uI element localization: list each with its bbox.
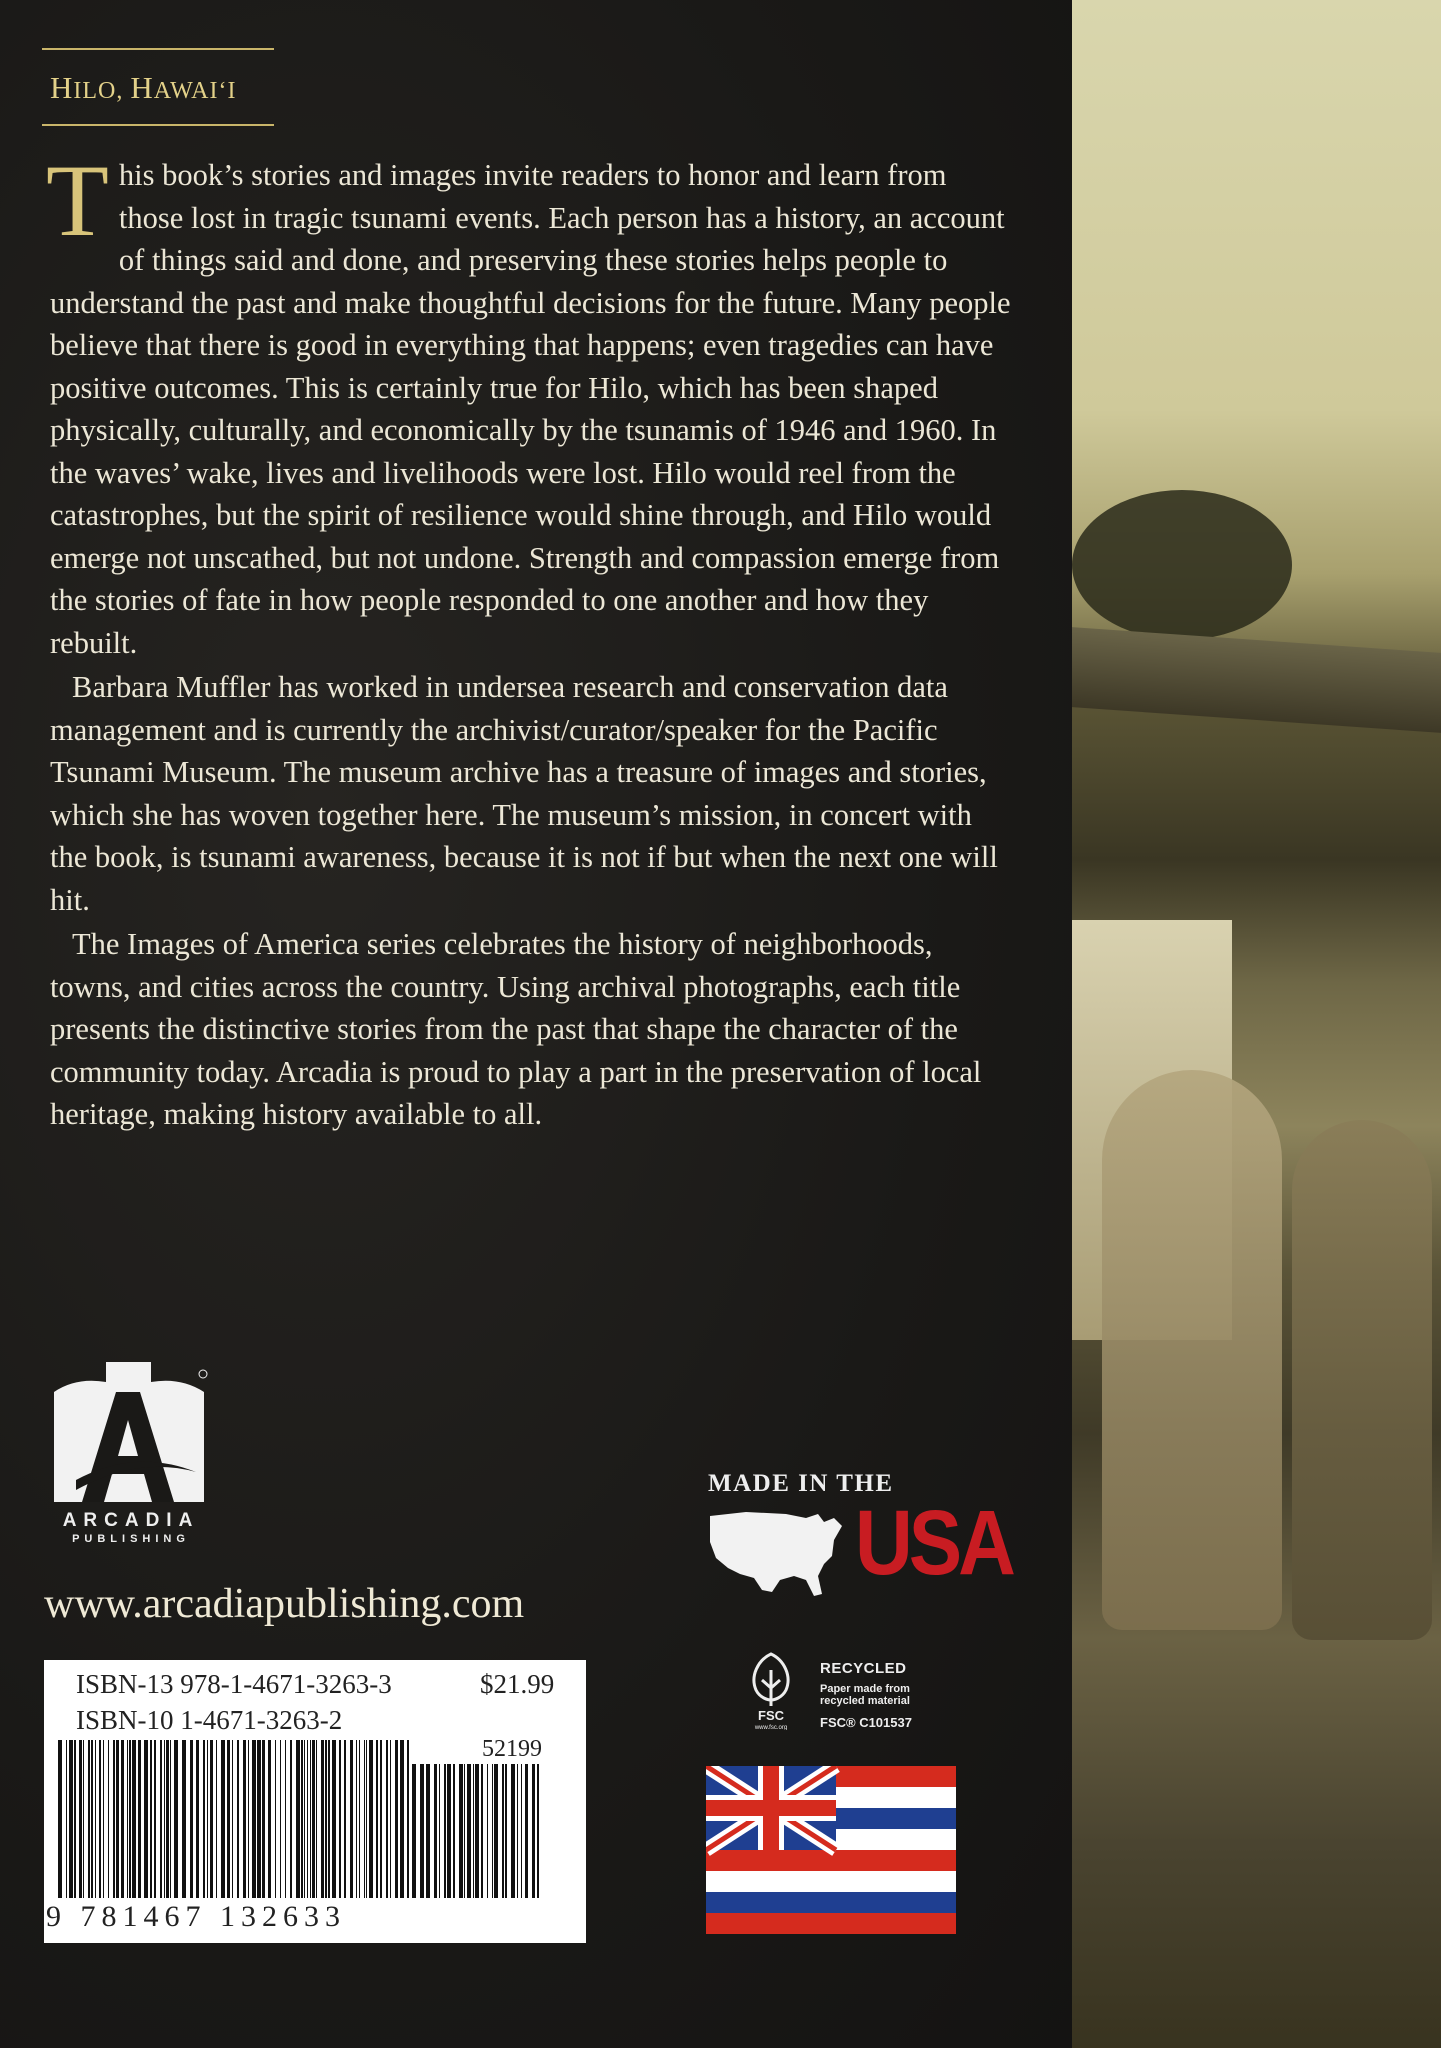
isbn-barcode — [44, 1660, 586, 1943]
price: $21.99 — [480, 1669, 555, 1699]
barcode-bar — [66, 1740, 67, 1898]
barcode-bar — [196, 1740, 199, 1898]
barcode-bar — [310, 1740, 311, 1898]
title-initial-2: H — [130, 70, 154, 105]
barcode-bar — [426, 1764, 430, 1898]
barcode-bar — [150, 1740, 152, 1898]
barcode-bar — [350, 1740, 353, 1898]
fsc-logo-text: FSC — [758, 1708, 784, 1723]
barcode-bar — [190, 1740, 193, 1898]
barcode-bar — [74, 1740, 76, 1898]
barcode-bar — [268, 1740, 271, 1898]
barcode-bar — [144, 1740, 148, 1898]
barcode-bar — [328, 1740, 330, 1898]
barcode-bar — [369, 1740, 373, 1898]
barcode-bar — [537, 1764, 539, 1898]
barcode-bar — [359, 1740, 360, 1898]
barcode-bar — [127, 1740, 128, 1898]
barcode-bar — [91, 1740, 93, 1898]
publisher-url: www.arcadiapublishing.com — [44, 1581, 525, 1627]
barcode-bar — [290, 1740, 292, 1898]
barcode-bar — [166, 1740, 169, 1898]
barcode-bar — [164, 1740, 165, 1898]
barcode-bar — [58, 1740, 62, 1898]
barcode-bar — [312, 1740, 315, 1898]
publisher-subtitle: PUBLISHING — [72, 1533, 190, 1545]
title-block — [42, 48, 274, 126]
barcode-bar — [174, 1740, 178, 1898]
barcode-bar — [248, 1740, 249, 1898]
barcode-bar — [285, 1740, 286, 1898]
barcode-bar — [332, 1740, 336, 1898]
barcode-bar — [467, 1764, 471, 1898]
barcode-bar — [325, 1740, 327, 1898]
barcode-bar — [95, 1740, 96, 1898]
barcode-bar — [344, 1740, 346, 1898]
barcode-bar — [221, 1740, 225, 1898]
recycled-title: RECYCLED — [820, 1660, 907, 1677]
barcode-bar — [380, 1740, 382, 1898]
barcode-bar — [296, 1740, 300, 1898]
barcode-bar — [252, 1740, 256, 1898]
sepia-photo-strip — [1072, 0, 1441, 2048]
barcode-bar — [434, 1764, 437, 1898]
barcode-bar — [505, 1764, 507, 1898]
barcode-bar — [79, 1740, 82, 1898]
barcode-bar — [453, 1764, 455, 1898]
barcode-bar — [243, 1740, 246, 1898]
barcode-bar — [494, 1764, 498, 1898]
barcode-bar — [154, 1740, 156, 1898]
fsc-tree-icon — [740, 1650, 802, 1730]
photo-roof — [1072, 627, 1441, 733]
isbn-13: ISBN-13 978-1-4671-3263-3 — [76, 1669, 392, 1699]
made-in-label: MADE IN THE — [708, 1470, 894, 1497]
barcode-bar — [216, 1740, 217, 1898]
price-barcode-bars — [412, 1764, 540, 1898]
barcode-bar — [492, 1764, 493, 1898]
title-small-caps-2: AWAI‘I — [153, 78, 237, 104]
barcode-bar — [182, 1740, 186, 1898]
barcode-bar — [257, 1740, 261, 1898]
barcode-bar — [444, 1764, 446, 1898]
barcode-bar — [210, 1740, 213, 1898]
barcode-bar — [511, 1764, 515, 1898]
recycled-sub-2: recycled material — [820, 1695, 910, 1707]
barcode-bar — [99, 1740, 101, 1898]
barcode-bar — [129, 1740, 131, 1898]
barcode-bar — [475, 1764, 479, 1898]
barcode-bar — [227, 1740, 230, 1898]
barcode-bar — [121, 1740, 124, 1898]
paragraph-1-text: his book’s stories and images invite readers to honor and learn from those lost in tragic tsunami events. Each person has a history, an account of things said and done, and preserving these stories helps people to understand the past and make thoughtful decisions for the future. Many people believe that there is good in everything that happens; even tragedies can have positive outcomes. This is certainly true for Hilo, which has been shaped physically, culturally, and economically by the tsunamis of 1946 and 1960. In the waves’ wake, lives and livelihoods were lost. Hilo would reel from the catastrophes, but the spirit of resilience would shine through, and Hilo would emerge not unscathed, but not undone. Strength and compassion emerge from the stories of fate in how people responded to one another and how they rebuilt. — [50, 158, 1011, 660]
publisher-name: ARCADIA — [62, 1510, 200, 1531]
ean-digits: 9 781467 132633 — [46, 1900, 346, 1933]
barcode-bar — [116, 1740, 119, 1898]
title-initial: H — [50, 70, 74, 105]
barcode-bar — [464, 1764, 465, 1898]
fsc-code: FSC® C101537 — [820, 1715, 912, 1730]
description-text — [46, 144, 1012, 1136]
barcode-bar — [301, 1740, 303, 1898]
barcode-bar — [376, 1740, 378, 1898]
barcode-bar — [170, 1740, 171, 1898]
barcode-bar — [69, 1740, 73, 1898]
barcode-bar — [88, 1740, 90, 1898]
barcode-bar — [439, 1764, 440, 1898]
price-code: 52199 — [482, 1736, 542, 1762]
paragraph-3: The Images of America series celebrates the history of neighborhoods, towns, and cities across the country. Using archival photographs, each title presents the distinctive stories from the past that shape the character of the community today. Arcadia is proud to play a part in the preservation of local heritage, making history available to all. — [50, 927, 982, 1131]
book-title — [42, 50, 274, 124]
barcode-bar — [364, 1740, 365, 1898]
barcode-bar — [407, 1740, 409, 1898]
paragraph-1 — [46, 144, 1012, 664]
barcode-bar — [517, 1764, 518, 1898]
drop-cap: T — [46, 144, 109, 258]
barcode-bar — [321, 1740, 324, 1898]
barcode-bar — [487, 1764, 488, 1898]
recycled-sub-1: Paper made from — [820, 1683, 910, 1695]
barcode-bar — [481, 1764, 483, 1898]
fsc-small-url: www.fsc.org — [754, 1725, 788, 1730]
barcode-bar — [339, 1740, 341, 1898]
isbn-10: ISBN-10 1-4671-3263-2 — [76, 1705, 343, 1735]
barcode-bar — [521, 1764, 522, 1898]
photo-person — [1102, 1070, 1282, 1630]
usa-word: USA — [855, 1491, 1012, 1594]
hawaii-flag-icon — [706, 1766, 956, 1934]
barcode-bar — [237, 1740, 239, 1898]
barcode-bar — [395, 1740, 398, 1898]
barcode-bar — [366, 1740, 367, 1898]
barcode-bar — [83, 1740, 84, 1898]
barcode-bar — [275, 1740, 276, 1898]
photo-tree — [1072, 490, 1292, 640]
barcode-bar — [207, 1740, 208, 1898]
usa-map-icon — [706, 1504, 848, 1602]
barcode-bar — [262, 1740, 265, 1898]
barcode-bar — [390, 1740, 391, 1898]
barcode-bar — [447, 1764, 451, 1898]
barcode-bar — [400, 1740, 404, 1898]
barcode-bar — [232, 1740, 233, 1898]
ean-barcode-bars — [58, 1740, 416, 1898]
barcode-bar — [412, 1764, 416, 1898]
barcode-bar — [138, 1740, 141, 1898]
barcode-bar — [386, 1740, 388, 1898]
barcode-bar — [420, 1764, 424, 1898]
barcode-bar — [280, 1740, 281, 1898]
paragraph-2: Barbara Muffler has worked in undersea research and conservation data management and is currently the archivist/curator/speaker for the Pacific Tsunami Museum. The museum archive has a treasure of images and stories, which she has woven together here. The museum’s mission, in concert with the book, is tsunami awareness, because it is not if but when the next one will hit. — [50, 670, 998, 917]
title-small-caps: ILO, — [73, 78, 131, 104]
barcode-bar — [108, 1740, 109, 1898]
barcode-bar — [356, 1740, 357, 1898]
barcode-bar — [532, 1764, 535, 1898]
barcode-bar — [304, 1740, 305, 1898]
barcode-bar — [459, 1764, 463, 1898]
photo-person-second — [1292, 1120, 1432, 1640]
barcode-bar — [160, 1740, 162, 1898]
barcode-bar — [113, 1740, 115, 1898]
barcode-bar — [203, 1740, 205, 1898]
title-rule-bottom — [42, 124, 274, 126]
barcode-bar — [316, 1740, 317, 1898]
barcode-bar — [525, 1764, 528, 1898]
barcode-bar — [103, 1740, 104, 1898]
barcode-bar — [473, 1764, 474, 1898]
barcode-bar — [502, 1764, 504, 1898]
fsc-label — [820, 1660, 912, 1730]
barcode-bar — [307, 1740, 308, 1898]
barcode-bar — [132, 1740, 136, 1898]
